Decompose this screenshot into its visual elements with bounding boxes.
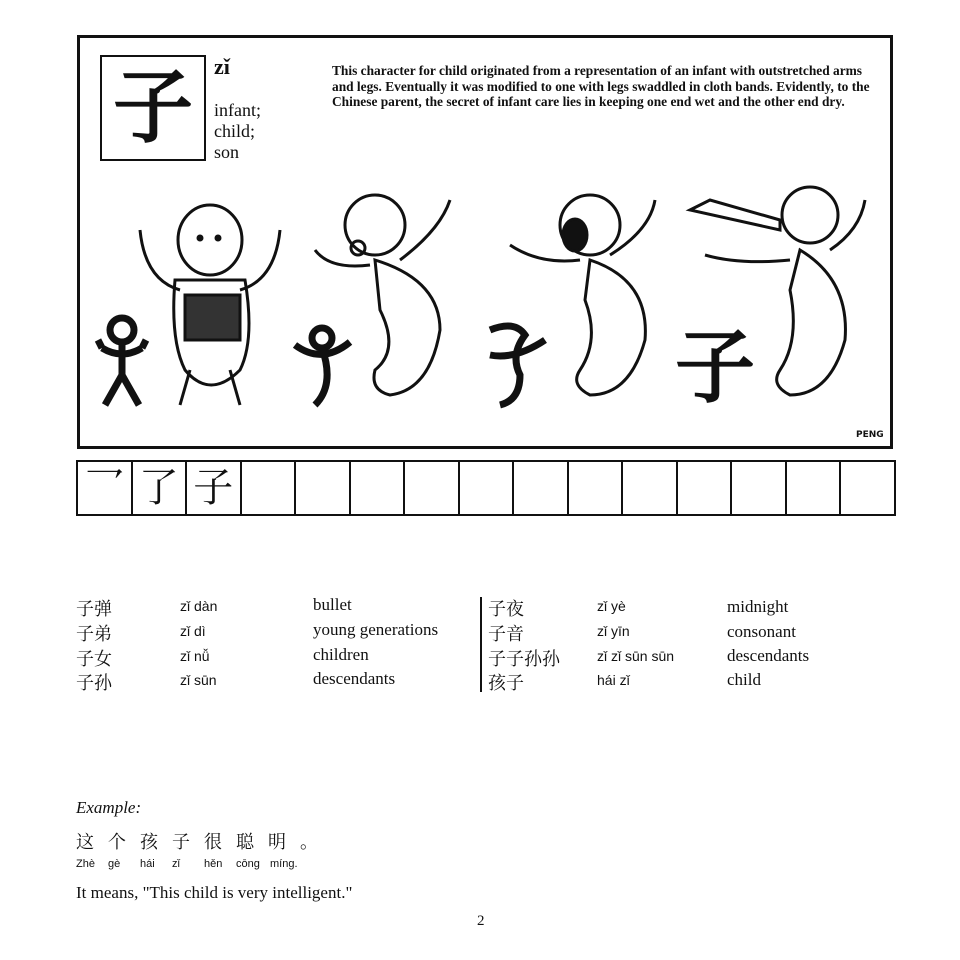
vocab-pinyin: zǐ yè xyxy=(597,598,626,614)
practice-cell xyxy=(242,462,297,514)
vocab-pinyin: zǐ sūn xyxy=(180,672,217,688)
vocab-hanzi: 子弹 xyxy=(76,599,112,620)
ancient-glyph-3 xyxy=(490,326,545,405)
vocab-hanzi: 子弟 xyxy=(76,624,112,645)
example-sentence-hanzi xyxy=(76,828,318,854)
vocab-english: midnight xyxy=(727,597,789,616)
example-char: 聪 xyxy=(236,832,254,853)
infant-drawing-3-crying xyxy=(510,195,655,395)
vocab-hanzi: 子子孙孙 xyxy=(488,649,560,670)
example-pinyin: míng. xyxy=(270,858,298,870)
example-pinyin: gè xyxy=(108,858,121,870)
practice-cell xyxy=(514,462,569,514)
column-divider xyxy=(480,597,482,692)
character-pinyin: zǐ xyxy=(214,54,230,79)
example-char: 。 xyxy=(300,832,318,853)
example-pinyin: hěn xyxy=(204,858,223,870)
practice-cell xyxy=(296,462,351,514)
example-char: 很 xyxy=(204,832,222,853)
example-char: 这 xyxy=(76,832,94,853)
modern-glyph: 子 xyxy=(675,321,755,414)
example-meaning: It means, "This child is very intelligent." xyxy=(76,883,353,902)
practice-cell xyxy=(623,462,678,514)
vocab-hanzi: 子音 xyxy=(488,624,524,645)
vocab-english: consonant xyxy=(727,622,796,641)
vocab-pinyin: zǐ yīn xyxy=(597,623,630,639)
practice-cell xyxy=(732,462,787,514)
stroke-step-3: 子 xyxy=(187,462,242,514)
example-char: 孩 xyxy=(140,832,158,853)
practice-cell xyxy=(841,462,896,514)
vocab-pinyin: zǐ nǚ xyxy=(180,648,210,664)
vocab-english: young generations xyxy=(313,620,439,639)
infant-drawing-1 xyxy=(140,205,280,405)
example-char: 明 xyxy=(268,832,286,853)
stroke-order-grid xyxy=(76,460,896,516)
vocab-english: bullet xyxy=(313,595,352,614)
vocab-pinyin: zǐ dì xyxy=(180,623,206,639)
vocab-english: descendants xyxy=(727,646,810,665)
main-character: 子 xyxy=(100,55,206,161)
vocab-pinyin: zǐ zǐ sūn sūn xyxy=(597,648,675,664)
example-char: 子 xyxy=(172,832,190,853)
meaning-3: son xyxy=(214,142,240,162)
meaning-2: child; xyxy=(214,121,255,141)
practice-cell xyxy=(351,462,406,514)
example-char: 个 xyxy=(108,832,126,853)
vocab-hanzi: 子女 xyxy=(76,649,112,670)
practice-cell xyxy=(569,462,624,514)
ancient-glyph-stick-figure xyxy=(98,318,146,405)
character-meanings xyxy=(214,100,261,163)
example-label: Example: xyxy=(76,798,142,817)
practice-cell xyxy=(405,462,460,514)
practice-cell xyxy=(678,462,733,514)
page-number: 2 xyxy=(477,913,485,929)
vocab-hanzi: 子夜 xyxy=(488,599,524,620)
vocab-hanzi: 子孙 xyxy=(76,673,112,694)
infant-drawing-2 xyxy=(315,195,450,395)
vocab-hanzi: 孩子 xyxy=(488,673,524,694)
example-pinyin: zǐ xyxy=(172,858,180,870)
ancient-glyph-2 xyxy=(295,328,350,405)
character-description: This character for child originated from a representation of an infant with outstretched arms and legs. Eventually it was modified to one with legs swaddled in cloth bands. Evidently, to the Chinese parent, the secret of infant care lies in keeping one end wet and the other end dry. xyxy=(332,63,870,109)
practice-cell xyxy=(460,462,515,514)
example-pinyin: hái xyxy=(140,858,155,870)
stroke-step-1: 乛 xyxy=(78,462,133,514)
vocab-pinyin: zǐ dàn xyxy=(180,598,218,614)
example-pinyin: cōng xyxy=(236,858,260,870)
example-pinyin: Zhè xyxy=(76,858,95,870)
vocab-english: descendants xyxy=(313,669,396,688)
practice-cell xyxy=(787,462,842,514)
vocab-english: children xyxy=(313,645,369,664)
artist-signature: PENG xyxy=(856,430,884,440)
evolution-illustration xyxy=(90,170,880,420)
vocab-pinyin: hái zǐ xyxy=(597,672,630,688)
stroke-step-2: 了 xyxy=(133,462,188,514)
example-sentence-pinyin xyxy=(76,858,298,870)
meaning-1: infant; xyxy=(214,100,261,120)
vocab-english: child xyxy=(727,670,761,689)
